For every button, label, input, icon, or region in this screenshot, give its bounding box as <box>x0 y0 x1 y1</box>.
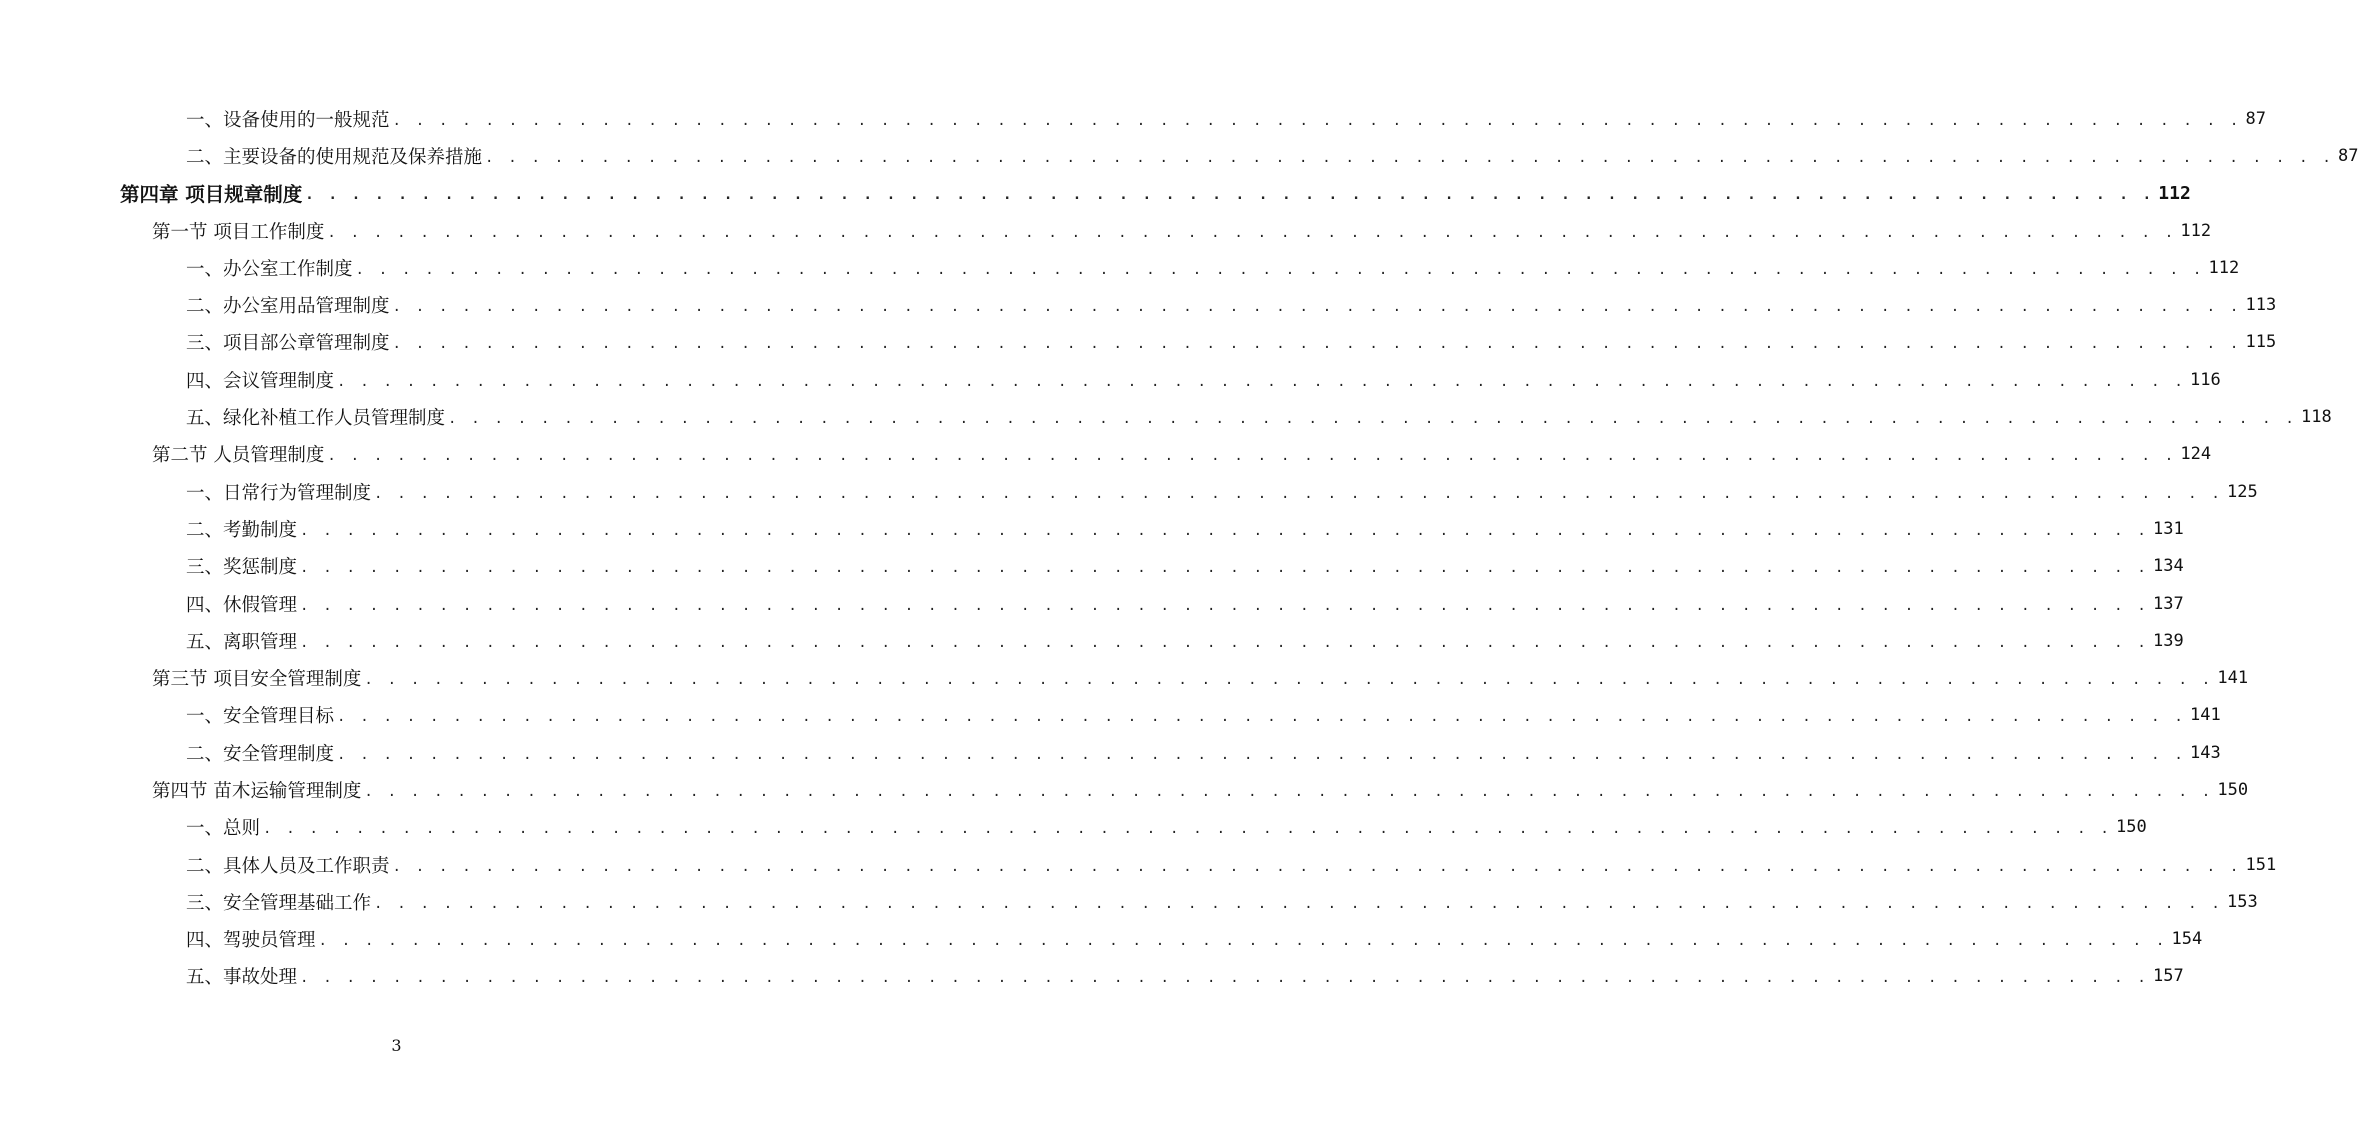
toc-entry-page: 112 <box>2180 220 2212 241</box>
toc-entry-title: 第二节 人员管理制度 <box>152 445 325 467</box>
toc-entry-page: 112 <box>2208 257 2240 278</box>
dot-leader: . . . . . . . . . . . . . . . . . . . . . . . . . . . . . . . . . . . . . . . . . . . . . . . . . . . . . . . . . . . . . . . . . . . . . . . . . . . . . . . . <box>392 336 2242 353</box>
toc-subsection-entry[interactable] <box>0 473 2258 510</box>
toc-entry-page: 112 <box>2158 182 2191 204</box>
toc-entry-page: 134 <box>2152 556 2184 577</box>
toc-subsection-entry[interactable] <box>0 734 2221 771</box>
toc-subsection-entry[interactable] <box>0 324 2277 361</box>
dot-leader: . . . . . . . . . . . . . . . . . . . . . . . . . . . . . . . . . . . . . . . . . . . . . . . . . . . . . . . . . . . . . . . . . . . . . . . . . . . . . . . . <box>448 411 2297 428</box>
toc-subsection-entry[interactable] <box>0 548 2184 585</box>
dot-leader: . . . . . . . . . . . . . . . . . . . . . . . . . . . . . . . . . . . . . . . . . . . . . . . . . . . . . . . . . . . . . . . . . . . . . . . . . . . . . . . . <box>318 933 2168 950</box>
toc-entry-title: 三、项目部公章管理制度 <box>186 333 390 355</box>
toc-entry-title: 二、安全管理制度 <box>186 743 335 765</box>
toc-entry-page: 125 <box>2226 481 2258 502</box>
toc-entry-page: 154 <box>2171 929 2203 950</box>
toc-entry-title: 一、安全管理目标 <box>186 706 335 728</box>
dot-leader: . . . . . . . . . . . . . . . . . . . . . . . . . . . . . . . . . . . . . . . . . . . . . . . . . . . . . . . . . . . . . . . . . . . . . . . . . . . . . . . . <box>300 634 2149 651</box>
toc-entry-page: 150 <box>2217 779 2249 800</box>
toc-section-entry[interactable] <box>0 436 2212 473</box>
dot-leader: . . . . . . . . . . . . . . . . . . . . . . . . . . . . . . . . . . . . . . . . . . . . . . . . . . . . . . . . . . . . . . . . . . . . . . . . . . . . . . . . <box>374 895 2223 912</box>
toc-entry-title: 五、绿化补植工作人员管理制度 <box>186 408 446 430</box>
toc-subsection-entry[interactable] <box>0 809 2147 846</box>
dot-leader: . . . . . . . . . . . . . . . . . . . . . . . . . . . . . . . . . . . . . . . . . . . . . . . . . . . . . . . . . . . . . . . . . . . . . . . . . . . . . . . . <box>263 821 2112 838</box>
toc-subsection-entry[interactable] <box>0 846 2277 883</box>
toc-subsection-entry[interactable] <box>0 361 2221 398</box>
toc-subsection-entry[interactable] <box>0 585 2184 622</box>
dot-leader: . . . . . . . . . . . . . . . . . . . . . . . . . . . . . . . . . . . . . . . . . . . . . . . . . . . . . . . . . . . . . . . . . . . . . . . . . . . . . . . . <box>300 522 2149 539</box>
toc-subsection-entry[interactable] <box>0 921 2203 958</box>
toc-section-entry[interactable] <box>0 212 2212 249</box>
dot-leader: . . . . . . . . . . . . . . . . . . . . . . . . . . . . . . . . . . . . . . . . . . . . . . . . . . . . . . . . . . . . . . . . . . . . . . . . . . . . . . . . <box>337 746 2186 763</box>
toc-entry-page: 139 <box>2152 630 2184 651</box>
toc-entry-page: 87 <box>2245 108 2266 129</box>
dot-leader: . . . . . . . . . . . . . . . . . . . . . . . . . . . . . . . . . . . . . . . . . . . . . . . . . . . . . . . . . . . . . . . . . . . . . . . . . . . . . . . . <box>337 373 2186 390</box>
toc-entry-page: 113 <box>2245 295 2277 316</box>
dot-leader: . . . . . . . . . . . . . . . . . . . . . . . . . . . . . . . . . . . . . . . . . . . . . . . . . . . . . . . . . . . . . . . . . . . . . . . . . . . . . . . . <box>392 858 2242 875</box>
toc-entry-title: 第四章 项目规章制度 <box>120 183 303 207</box>
toc-entry-page: 131 <box>2152 518 2184 539</box>
toc-entry-title: 二、主要设备的使用规范及保养措施 <box>186 146 483 168</box>
toc-entry-title: 一、总则 <box>186 818 261 840</box>
toc-subsection-entry[interactable] <box>0 286 2277 323</box>
toc-entry-title: 二、具体人员及工作职责 <box>186 855 390 877</box>
toc-entry-title: 第三节 项目安全管理制度 <box>152 669 362 691</box>
dot-leader: . . . . . . . . . . . . . . . . . . . . . . . . . . . . . . . . . . . . . . . . . . . . . . . . . . . . . . . . . . . . . . . . . . . . . . . . . . . . . . . . <box>300 560 2149 577</box>
toc-entry-title: 三、安全管理基础工作 <box>186 892 372 914</box>
toc-entry-title: 第四节 苗木运输管理制度 <box>152 780 362 802</box>
dot-leader: . . . . . . . . . . . . . . . . . . . . . . . . . . . . . . . . . . . . . . . . . . . . . . . . . . . . . . . . . . . . . . . . . . . . . . . . . . . . . . . . <box>327 448 2177 465</box>
toc-subsection-entry[interactable] <box>0 622 2184 659</box>
toc-entry-page: 141 <box>2189 705 2221 726</box>
toc-subsection-entry[interactable] <box>0 398 2332 435</box>
dot-leader: . . . . . . . . . . . . . . . . . . . . . . . . . . . . . . . . . . . . . . . . . . . . . . . . . . . . . . . . . . . . . . . . . . . . . . . . . . . . . . . . <box>327 224 2177 241</box>
toc-entry-title: 四、驾驶员管理 <box>186 930 316 952</box>
toc-entry-page: 157 <box>2152 966 2184 987</box>
toc-entry-title: 三、奖惩制度 <box>186 557 298 579</box>
toc-entry-page: 151 <box>2245 854 2277 875</box>
toc-entry-title: 四、会议管理制度 <box>186 370 335 392</box>
toc-subsection-entry[interactable] <box>0 510 2184 547</box>
toc-entry-title: 第一节 项目工作制度 <box>152 221 325 243</box>
toc-entry-page: 118 <box>2300 407 2332 428</box>
dot-leader: . . . . . . . . . . . . . . . . . . . . . . . . . . . . . . . . . . . . . . . . . . . . . . . . . . . . . . . . . . . . . . . . . . . . . . . . . . . . . . . . <box>392 299 2242 316</box>
toc-entry-page: 150 <box>2115 817 2147 838</box>
dot-leader: . . . . . . . . . . . . . . . . . . . . . . . . . . . . . . . . . . . . . . . . . . . . . . . . . . . . . . . . . . . . . . . . . . . . . . . . . . . . . . . . <box>300 597 2149 614</box>
toc-entry-page: 143 <box>2189 742 2221 763</box>
toc-subsection-entry[interactable] <box>0 137 2358 174</box>
dot-leader: . . . . . . . . . . . . . . . . . . . . . . . . . . . . . . . . . . . . . . . . . . . . . . . . . . . . . . . . . . . . . . . . . . . . . . . . . . . . . . . . <box>300 970 2149 987</box>
toc-entry-title: 五、事故处理 <box>186 967 298 989</box>
toc-entry-page: 141 <box>2217 668 2249 689</box>
toc-entry-title: 一、设备使用的一般规范 <box>186 109 390 131</box>
toc-section-entry[interactable] <box>0 771 2249 808</box>
dot-leader: . . . . . . . . . . . . . . . . . . . . . . . . . . . . . . . . . . . . . . . . . . . . . . . . . . . . . . . . . . . . . . . . . . . . . . . . . . . . . . . . <box>392 112 2242 129</box>
dot-leader: . . . . . . . . . . . . . . . . . . . . . . . . . . . . . . . . . . . . . . . . . . . . . . . . . . . . . . . . . . . . . . . . . . . . . . . . . . . . . . . . <box>305 187 2155 204</box>
toc-entry-page: 116 <box>2189 369 2221 390</box>
toc-entry-page: 153 <box>2226 891 2258 912</box>
dot-leader: . . . . . . . . . . . . . . . . . . . . . . . . . . . . . . . . . . . . . . . . . . . . . . . . . . . . . . . . . . . . . . . . . . . . . . . . . . . . . . . . <box>374 485 2223 502</box>
table-of-contents <box>0 100 2358 995</box>
toc-entry-title: 二、考勤制度 <box>186 519 298 541</box>
dot-leader: . . . . . . . . . . . . . . . . . . . . . . . . . . . . . . . . . . . . . . . . . . . . . . . . . . . . . . . . . . . . . . . . . . . . . . . . . . . . . . . . <box>364 783 2214 800</box>
toc-subsection-entry[interactable] <box>0 697 2221 734</box>
dot-leader: . . . . . . . . . . . . . . . . . . . . . . . . . . . . . . . . . . . . . . . . . . . . . . . . . . . . . . . . . . . . . . . . . . . . . . . . . . . . . . . . <box>337 709 2186 726</box>
dot-leader: . . . . . . . . . . . . . . . . . . . . . . . . . . . . . . . . . . . . . . . . . . . . . . . . . . . . . . . . . . . . . . . . . . . . . . . . . . . . . . . . <box>485 149 2334 166</box>
toc-entry-page: 115 <box>2245 332 2277 353</box>
page-number: 3 <box>391 1036 402 1055</box>
toc-entry-title: 一、日常行为管理制度 <box>186 482 372 504</box>
toc-subsection-entry[interactable] <box>0 958 2184 995</box>
toc-entry-title: 二、办公室用品管理制度 <box>186 296 390 318</box>
toc-section-entry[interactable] <box>0 659 2249 696</box>
toc-entry-title: 五、离职管理 <box>186 631 298 653</box>
toc-chapter-entry[interactable] <box>0 175 2191 212</box>
toc-entry-page: 137 <box>2152 593 2184 614</box>
toc-subsection-entry[interactable] <box>0 100 2266 137</box>
toc-subsection-entry[interactable] <box>0 249 2240 286</box>
toc-entry-title: 四、休假管理 <box>186 594 298 616</box>
dot-leader: . . . . . . . . . . . . . . . . . . . . . . . . . . . . . . . . . . . . . . . . . . . . . . . . . . . . . . . . . . . . . . . . . . . . . . . . . . . . . . . . <box>364 672 2214 689</box>
dot-leader: . . . . . . . . . . . . . . . . . . . . . . . . . . . . . . . . . . . . . . . . . . . . . . . . . . . . . . . . . . . . . . . . . . . . . . . . . . . . . . . . <box>355 261 2205 278</box>
toc-entry-title: 一、办公室工作制度 <box>186 258 353 280</box>
toc-subsection-entry[interactable] <box>0 883 2258 920</box>
toc-entry-page: 87 <box>2337 145 2358 166</box>
toc-entry-page: 124 <box>2180 444 2212 465</box>
